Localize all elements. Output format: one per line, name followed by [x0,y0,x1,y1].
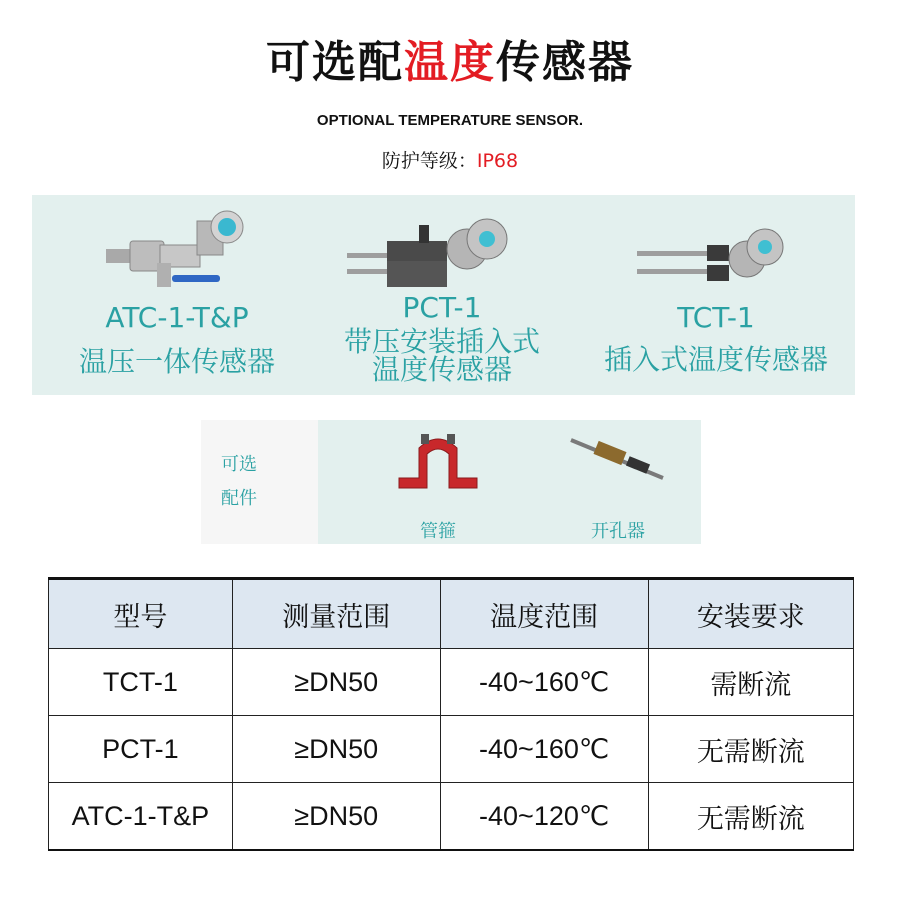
product-model: ATC-1-T&P [105,301,249,334]
header-cell: 安装要求 [648,579,853,649]
cell-measure-range: ≥DN50 [232,649,440,716]
table-row [49,716,854,783]
product-model: PCT-1 [402,291,482,324]
title-prefix: 可选配 [266,37,404,88]
cell-measure-range: ≥DN50 [232,716,440,783]
cell-model: ATC-1-T&P [49,783,233,851]
pct-sensor-image [347,205,517,295]
accessories-panel [201,420,701,544]
product-desc: 温压一体传感器 [78,345,275,378]
accessory-label: 管箍 [420,521,456,542]
accessory-pipe-clamp [378,426,498,543]
product-desc-line1: 带压安装插入式 [343,325,540,358]
cell-install-req: 需断流 [648,649,853,716]
table-header-row [49,579,854,649]
table-row [49,783,854,851]
rating-label: 防护等级： [381,150,477,172]
cell-install-req: 无需断流 [648,783,853,851]
accessories-label [201,420,318,544]
protection-rating [0,146,900,173]
accessories-items [318,420,701,544]
table-row [49,649,854,716]
hole-cutter-image [563,430,673,490]
subtitle: OPTIONAL TEMPERATURE SENSOR. [316,112,584,129]
tct-sensor-image [637,225,787,305]
accessory-hole-cutter [553,430,683,543]
header-cell: 温度范围 [440,579,648,649]
accessory-label: 开孔器 [591,521,645,542]
cell-model: PCT-1 [49,716,233,783]
header-cell: 测量范围 [232,579,440,649]
cell-temp-range: -40~160℃ [440,716,648,783]
cell-install-req: 无需断流 [648,716,853,783]
pipe-clamp-image [393,426,483,498]
cell-measure-range: ≥DN50 [232,783,440,851]
product-model: TCT-1 [677,301,755,334]
product-panel [32,195,855,395]
accessories-label-line1: 可选 [221,454,257,475]
cell-model: TCT-1 [49,649,233,716]
accessories-label-line2: 配件 [221,488,257,509]
title-highlight: 温度 [404,37,496,88]
product-desc: 插入式温度传感器 [603,343,828,376]
product-tct [577,195,855,395]
page-title [0,30,900,96]
atc-sensor-image [102,205,252,295]
title-suffix: 传感器 [496,37,634,88]
spec-table [48,577,854,851]
cell-temp-range: -40~120℃ [440,783,648,851]
product-atc [32,195,322,395]
rating-value: IP68 [476,150,519,172]
cell-temp-range: -40~160℃ [440,649,648,716]
product-pct [302,195,582,395]
header-cell: 型号 [49,579,233,649]
product-desc-line2: 温度传感器 [371,353,512,386]
